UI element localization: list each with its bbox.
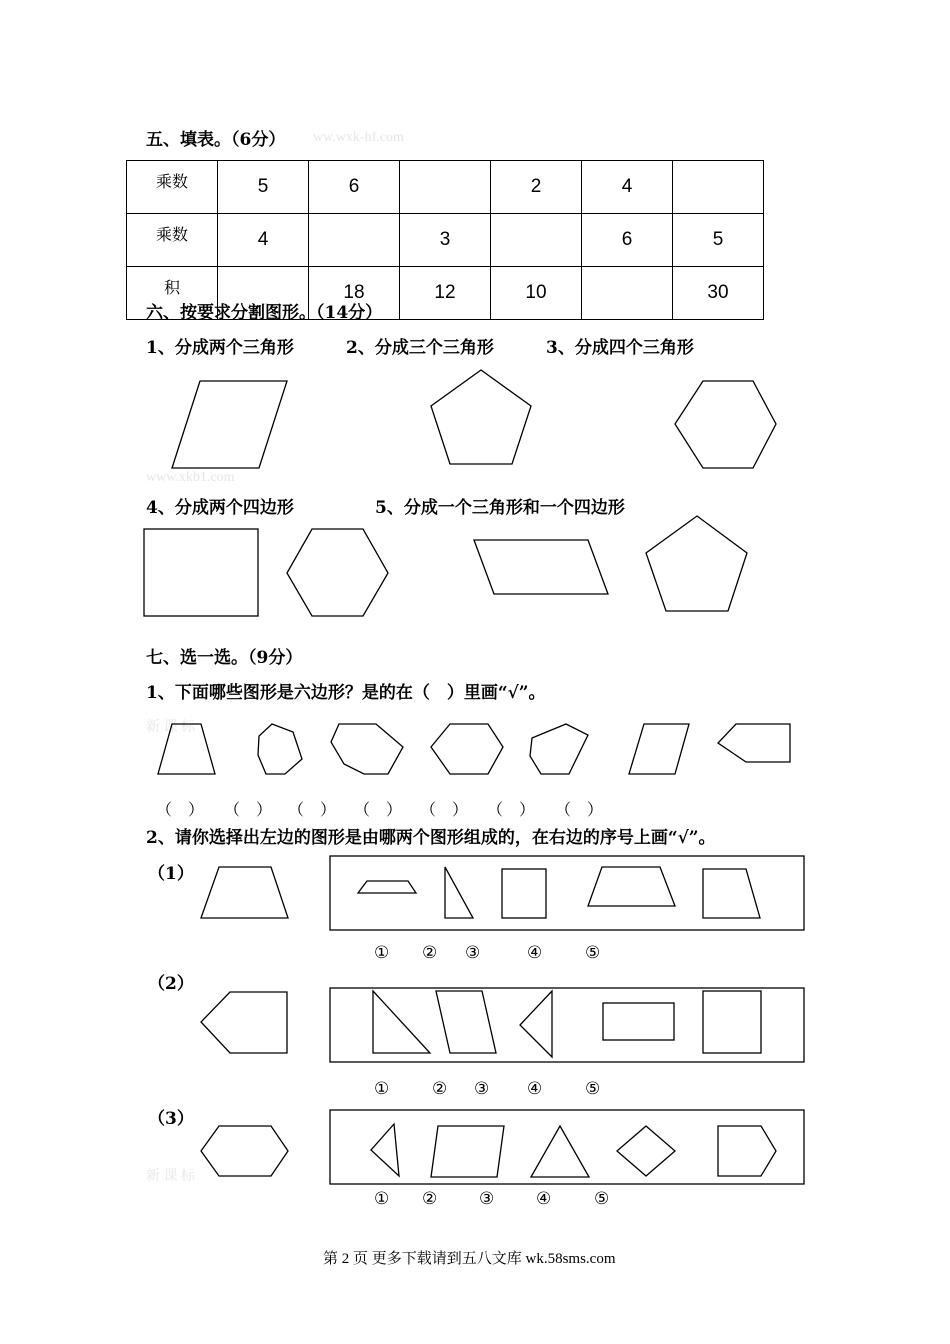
section-6-title: 六、按要求分割图形。（14分） bbox=[146, 303, 383, 323]
answer-blank[interactable]: （ ） bbox=[288, 800, 337, 819]
table-cell: 2 bbox=[491, 161, 582, 214]
task-2-label: 2、分成三个三角形 bbox=[346, 338, 494, 358]
trapezoid-figure bbox=[588, 867, 675, 906]
pentagon-figure bbox=[718, 724, 790, 762]
option-number[interactable]: ⑤ bbox=[585, 1079, 601, 1099]
table-cell: 12 bbox=[400, 267, 491, 320]
parallelogram-figure bbox=[474, 540, 608, 594]
option-number[interactable]: ② bbox=[422, 943, 438, 963]
option-number[interactable]: ① bbox=[374, 1079, 390, 1099]
triangle-figure bbox=[445, 867, 473, 918]
parallelogram-figure bbox=[629, 724, 689, 774]
rectangle-figure bbox=[703, 991, 761, 1053]
page-footer: 第 2 页 更多下载请到五八文库 wk.58sms.com bbox=[323, 1251, 616, 1267]
row-label: 乘数 bbox=[127, 214, 218, 267]
task-5-label: 5、分成一个三角形和一个四边形 bbox=[375, 498, 625, 518]
trapezoid-figure bbox=[158, 724, 215, 774]
watermark: www.xkb1.com bbox=[146, 470, 235, 485]
option-number[interactable]: ④ bbox=[527, 943, 543, 963]
row-label: 乘数 bbox=[127, 161, 218, 214]
option-number[interactable]: ④ bbox=[527, 1079, 543, 1099]
triangle-figure bbox=[373, 991, 430, 1053]
trapezoid-figure bbox=[201, 867, 288, 918]
item-label: （1） bbox=[148, 864, 194, 884]
table-cell: 5 bbox=[673, 214, 764, 267]
pentagon-figure bbox=[431, 370, 531, 464]
row-label: 积 bbox=[127, 267, 218, 320]
triangle-figure bbox=[520, 991, 552, 1057]
answer-blank[interactable]: （ ） bbox=[156, 800, 205, 819]
options-box bbox=[330, 988, 804, 1062]
table-cell: 3 bbox=[400, 214, 491, 267]
watermark: 新 课 标 bbox=[146, 720, 195, 735]
options-box bbox=[330, 1110, 804, 1184]
task-1-label: 1、分成两个三角形 bbox=[146, 338, 294, 358]
triangle-figure bbox=[531, 1126, 589, 1177]
section-5-title: 五、填表。（6分） bbox=[146, 130, 286, 150]
table-cell: 5 bbox=[218, 161, 309, 214]
table-cell: 4 bbox=[218, 214, 309, 267]
parallelogram-figure bbox=[431, 1126, 504, 1177]
answer-blank[interactable]: （ ） bbox=[487, 800, 536, 819]
section-7-title: 七、选一选。（9分） bbox=[146, 648, 303, 668]
rectangle-figure bbox=[502, 869, 546, 918]
heptagon-figure bbox=[331, 724, 403, 774]
option-number[interactable]: ④ bbox=[536, 1189, 552, 1209]
pentagon-figure bbox=[530, 724, 588, 774]
table-cell: 30 bbox=[673, 267, 764, 320]
option-number[interactable]: ① bbox=[374, 943, 390, 963]
hexagon-figure bbox=[201, 1126, 288, 1176]
option-number[interactable]: ① bbox=[374, 1189, 390, 1209]
hexagon-figure bbox=[675, 381, 776, 468]
option-number[interactable]: ⑤ bbox=[585, 943, 601, 963]
item-label: （2） bbox=[148, 974, 194, 994]
task-3-label: 3、分成四个三角形 bbox=[546, 338, 694, 358]
option-number[interactable]: ② bbox=[432, 1079, 448, 1099]
table-cell: 10 bbox=[491, 267, 582, 320]
trapezoid-figure bbox=[358, 881, 416, 893]
question-2: 2、请你选择出左边的图形是由哪两个图形组成的，在右边的序号上画“√”。 bbox=[146, 828, 716, 848]
parallelogram-figure bbox=[436, 991, 496, 1053]
rectangle-figure bbox=[603, 1003, 674, 1040]
pentagon-figure bbox=[201, 992, 287, 1053]
hexagon-figure bbox=[287, 529, 388, 616]
parallelogram-figure bbox=[172, 381, 287, 468]
option-number[interactable]: ⑤ bbox=[594, 1189, 610, 1209]
question-1: 1、下面哪些图形是六边形？是的在（ ）里画“√”。 bbox=[146, 683, 546, 703]
rhombus-figure bbox=[617, 1126, 675, 1176]
triangle-figure bbox=[371, 1124, 399, 1176]
table-cell: 6 bbox=[582, 214, 673, 267]
answer-blank[interactable]: （ ） bbox=[224, 800, 273, 819]
pentagon-figure bbox=[646, 516, 747, 611]
table-cell: 18 bbox=[309, 267, 400, 320]
answer-blank[interactable]: （ ） bbox=[555, 800, 604, 819]
pentagon-figure bbox=[718, 1126, 776, 1176]
answer-blank[interactable]: （ ） bbox=[420, 800, 469, 819]
option-number[interactable]: ③ bbox=[474, 1079, 490, 1099]
answer-blank[interactable]: （ ） bbox=[354, 800, 403, 819]
hexagon-figure bbox=[258, 724, 302, 774]
option-number[interactable]: ② bbox=[422, 1189, 438, 1209]
option-number[interactable]: ③ bbox=[465, 943, 481, 963]
option-number[interactable]: ③ bbox=[479, 1189, 495, 1209]
table-cell: 4 bbox=[582, 161, 673, 214]
table-cell: 6 bbox=[309, 161, 400, 214]
hexagon-figure bbox=[431, 724, 503, 774]
watermark: ww.wxk-hf.com bbox=[313, 130, 404, 145]
task-4-label: 4、分成两个四边形 bbox=[146, 498, 294, 518]
square-figure bbox=[144, 529, 258, 616]
trapezoid-figure bbox=[703, 869, 760, 918]
item-label: （3） bbox=[148, 1109, 194, 1129]
watermark: 新 课 标 bbox=[146, 1169, 195, 1184]
